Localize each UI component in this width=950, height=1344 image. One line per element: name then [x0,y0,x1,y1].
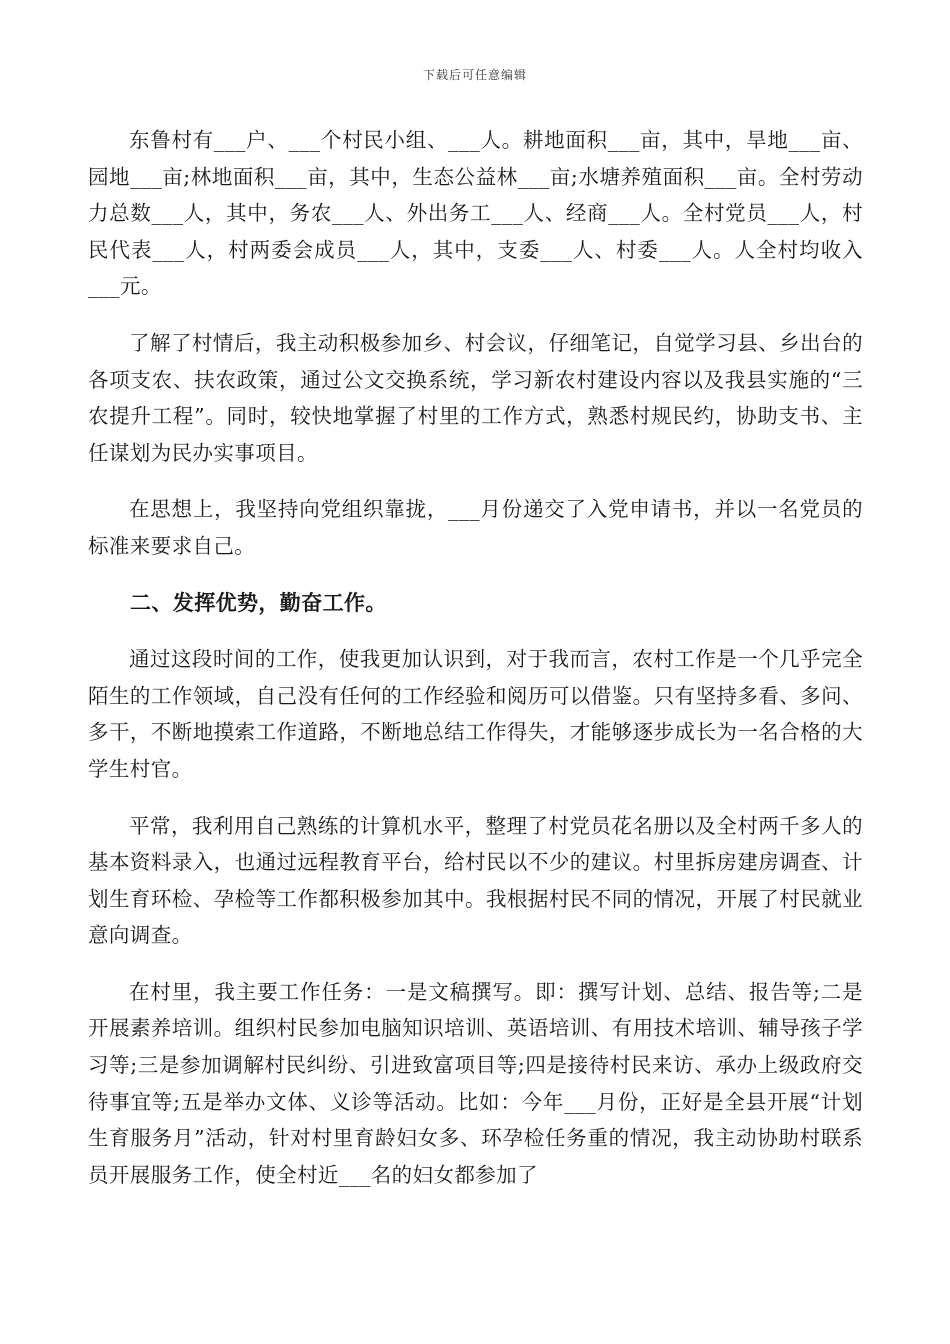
paragraph-daily-work: 平常，我利用自己熟练的计算机水平，整理了村党员花名册以及全村两千多人的基本资料录入，也通过远程教育平台，给村民以不少的建议。村里拆房建房调查、计划生育环检、孕检等工作都积极参加其中。我根据村民不同的情况，开展了村民就业意向调查。 [88,813,863,948]
section-heading: 二、发挥优势，勤奋工作。 [130,589,387,615]
paragraph-work-understanding: 通过这段时间的工作，使我更加认识到，对于我而言，农村工作是一个几乎完全陌生的工作领域，自己没有任何的工作经验和阅历可以借鉴。只有坚持多看、多问、多干，不断地摸索工作道路，不断地总结工作得失，才能够逐步成长为一名合格的大学生村官。 [88,647,863,781]
paragraph-village-overview: 东鲁村有___户、___个村民小组、___人。耕地面积___亩，其中，旱地___亩、园地___亩;林地面积___亩，其中，生态公益林___亩;水塘养殖面积___亩。全村劳动力总数___人，其中，务农___人、外出务工___人、经商___人。全村党员___人，村民代表___人，村两委会成员___人，其中，支委___人、村委___人。人全村均收入___元。 [88,128,863,299]
paragraph-ideology: 在思想上，我坚持向党组织靠拢，___月份递交了入党申请书，并以一名党员的标准来要求自己。 [88,497,863,558]
document-body [88,122,863,1213]
paragraph-learning: 了解了村情后，我主动积极参加乡、村会议，仔细笔记，自觉学习县、乡出台的各项支农、扶农政策，通过公文交换系统，学习新农村建设内容以及我县实施的“三农提升工程”。同时，较快地掌握了村里的工作方式，熟悉村规民约，协助支书、主任谋划为民办实事项目。 [88,330,863,465]
paragraph-main-tasks: 在村里，我主要工作任务：一是文稿撰写。即：撰写计划、总结、报告等;二是开展素养培训。组织村民参加电脑知识培训、英语培训、有用技术培训、辅导孩子学习等;三是参加调解村民纠纷、引进致富项目等;四是接待村民来访、承办上级政府交待事宜等;五是举办文体、义诊等活动。比如：今年___月份，正好是全县开展“计划生育服务月”活动，针对村里育龄妇女多、环孕检任务重的情况，我主动协助村联系员开展服务工作，使全村近___名的妇女都参加了 [88,979,863,1187]
page-header: 下载后可任意编辑 [422,68,527,82]
